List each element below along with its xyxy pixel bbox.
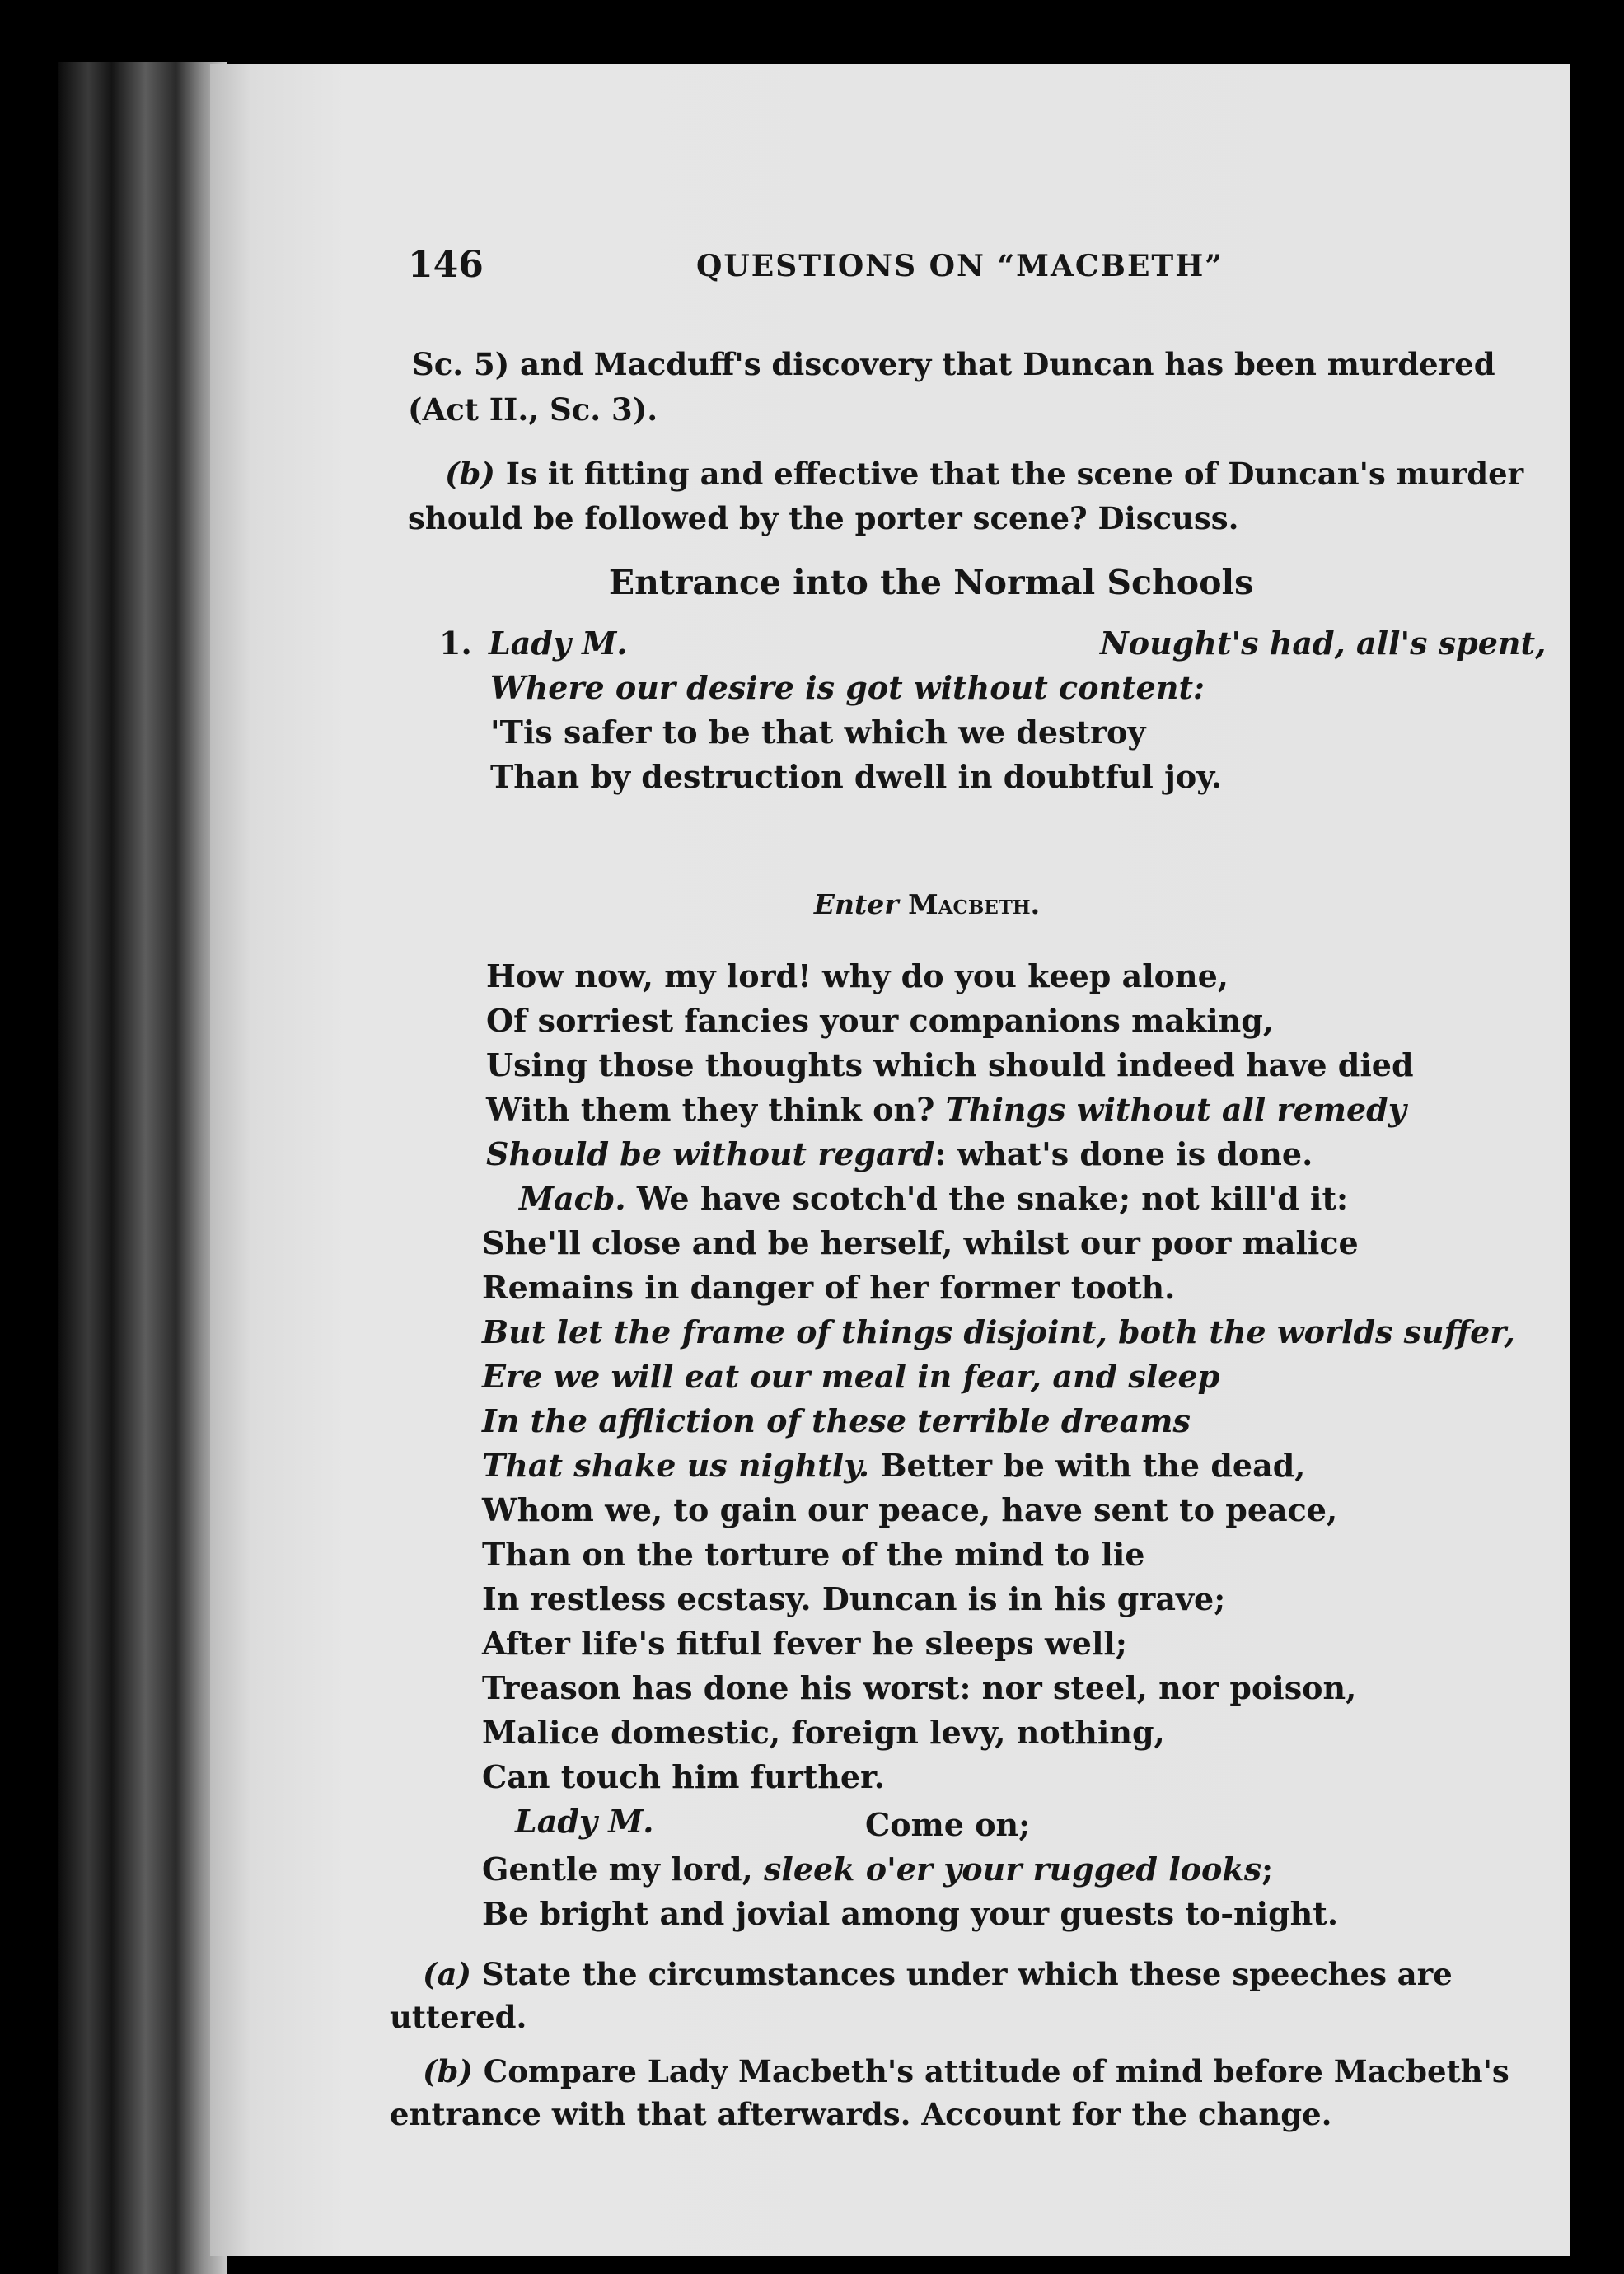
- intro-question-b-continued: should be followed by the porter scene? Discuss.: [408, 500, 1239, 536]
- verse-line: Malice domestic, foreign levy, nothing,: [482, 1714, 1165, 1751]
- question-b-continued: entrance with that afterwards. Account for the change.: [390, 2096, 1332, 2132]
- question-text: Compare Lady Macbeth's attitude of mind before Macbeth's: [483, 2053, 1509, 2089]
- verse-line: Can touch him further.: [482, 1758, 885, 1795]
- question-label: (b): [423, 2053, 473, 2089]
- book-page: [210, 64, 1570, 2256]
- verse-line: Come on;: [865, 1806, 1031, 1843]
- question-a-continued: uttered.: [390, 1999, 527, 2035]
- verse-line: She'll close and be herself, whilst our poor malice: [482, 1224, 1359, 1261]
- verse-fragment: That shake us nightly.: [482, 1447, 870, 1484]
- verse-line: [519, 1177, 1348, 1221]
- verse-line: [486, 1132, 1313, 1177]
- verse-line: Whom we, to gain our peace, have sent to peace,: [482, 1491, 1338, 1528]
- verse-line: [486, 1088, 1406, 1132]
- intro-line-2: (Act II., Sc. 3).: [408, 391, 658, 428]
- verse-line: Nought's had, all's spent,: [1100, 625, 1547, 662]
- question-b: [423, 2050, 1509, 2093]
- verse-line: Remains in danger of her former tooth.: [482, 1269, 1176, 1306]
- question-a: [423, 1953, 1453, 1996]
- verse-fragment: Better be with the dead,: [880, 1447, 1306, 1484]
- verse-line: Where our desire is got without content:: [490, 669, 1205, 706]
- question-label: (b): [445, 456, 495, 492]
- section-heading: Entrance into the Normal Schools: [608, 563, 1254, 602]
- verse-fragment: We have scotch'd the snake; not kill'd it:: [636, 1180, 1349, 1217]
- verse-line: Than on the torture of the mind to lie: [482, 1536, 1145, 1573]
- verse-line: Treason has done his worst: nor steel, nor poison,: [482, 1669, 1357, 1706]
- verse-line: [482, 1847, 1273, 1892]
- verse-line: Using those thoughts which should indeed have died: [486, 1046, 1414, 1083]
- intro-question-b: [445, 452, 1523, 496]
- page-header: [408, 244, 1479, 310]
- stage-direction-name: Macbeth.: [908, 888, 1041, 920]
- verse-fragment: sleek o'er your rugged looks: [764, 1851, 1262, 1888]
- verse-fragment: With them they think on?: [486, 1091, 935, 1128]
- verse-line: But let the frame of things disjoint, both the worlds suffer,: [482, 1313, 1515, 1350]
- passage-number: 1.: [439, 625, 472, 662]
- book-binding-edge: [58, 62, 227, 2274]
- stage-direction: [210, 888, 1570, 920]
- running-title: QUESTIONS ON “MACBETH”: [696, 249, 1224, 283]
- verse-fragment: ;: [1261, 1851, 1274, 1888]
- verse-line: [482, 1443, 1306, 1488]
- question-text: Is it fitting and effective that the scene of Duncan's murder: [505, 456, 1524, 492]
- verse-line: After life's fitful fever he sleeps well;: [482, 1625, 1127, 1662]
- speaker-macbeth: Macb.: [519, 1180, 626, 1217]
- verse-line: How now, my lord! why do you keep alone,: [486, 957, 1229, 994]
- verse-line: Be bright and jovial among your guests to-night.: [482, 1895, 1339, 1932]
- verse-line: Of sorriest fancies your companions making,: [486, 1002, 1275, 1039]
- verse-line: Ere we will eat our meal in fear, and sleep: [482, 1358, 1220, 1395]
- verse-line: 'Tis safer to be that which we destroy: [490, 714, 1146, 751]
- speaker-lady-macbeth: Lady M.: [515, 1803, 654, 1840]
- verse-line: Than by destruction dwell in doubtful joy.: [490, 758, 1223, 795]
- verse-fragment: Should be without regard: [486, 1135, 935, 1172]
- page-number: 146: [408, 244, 484, 286]
- verse-line: In restless ecstasy. Duncan is in his grave;: [482, 1580, 1226, 1617]
- verse-fragment: Things without all remedy: [945, 1091, 1406, 1128]
- verse-fragment: Gentle my lord,: [482, 1851, 753, 1888]
- verse-fragment: : what's done is done.: [934, 1135, 1313, 1172]
- verse-line: In the affliction of these terrible dreams: [482, 1402, 1191, 1439]
- intro-line-1: Sc. 5) and Macduff's discovery that Duncan has been murdered: [412, 346, 1495, 382]
- speaker-lady-macbeth: Lady M.: [489, 625, 628, 662]
- stage-direction-enter: Enter: [813, 888, 899, 920]
- question-text: State the circumstances under which these speeches are: [481, 1956, 1453, 1992]
- question-label: (a): [423, 1956, 471, 1992]
